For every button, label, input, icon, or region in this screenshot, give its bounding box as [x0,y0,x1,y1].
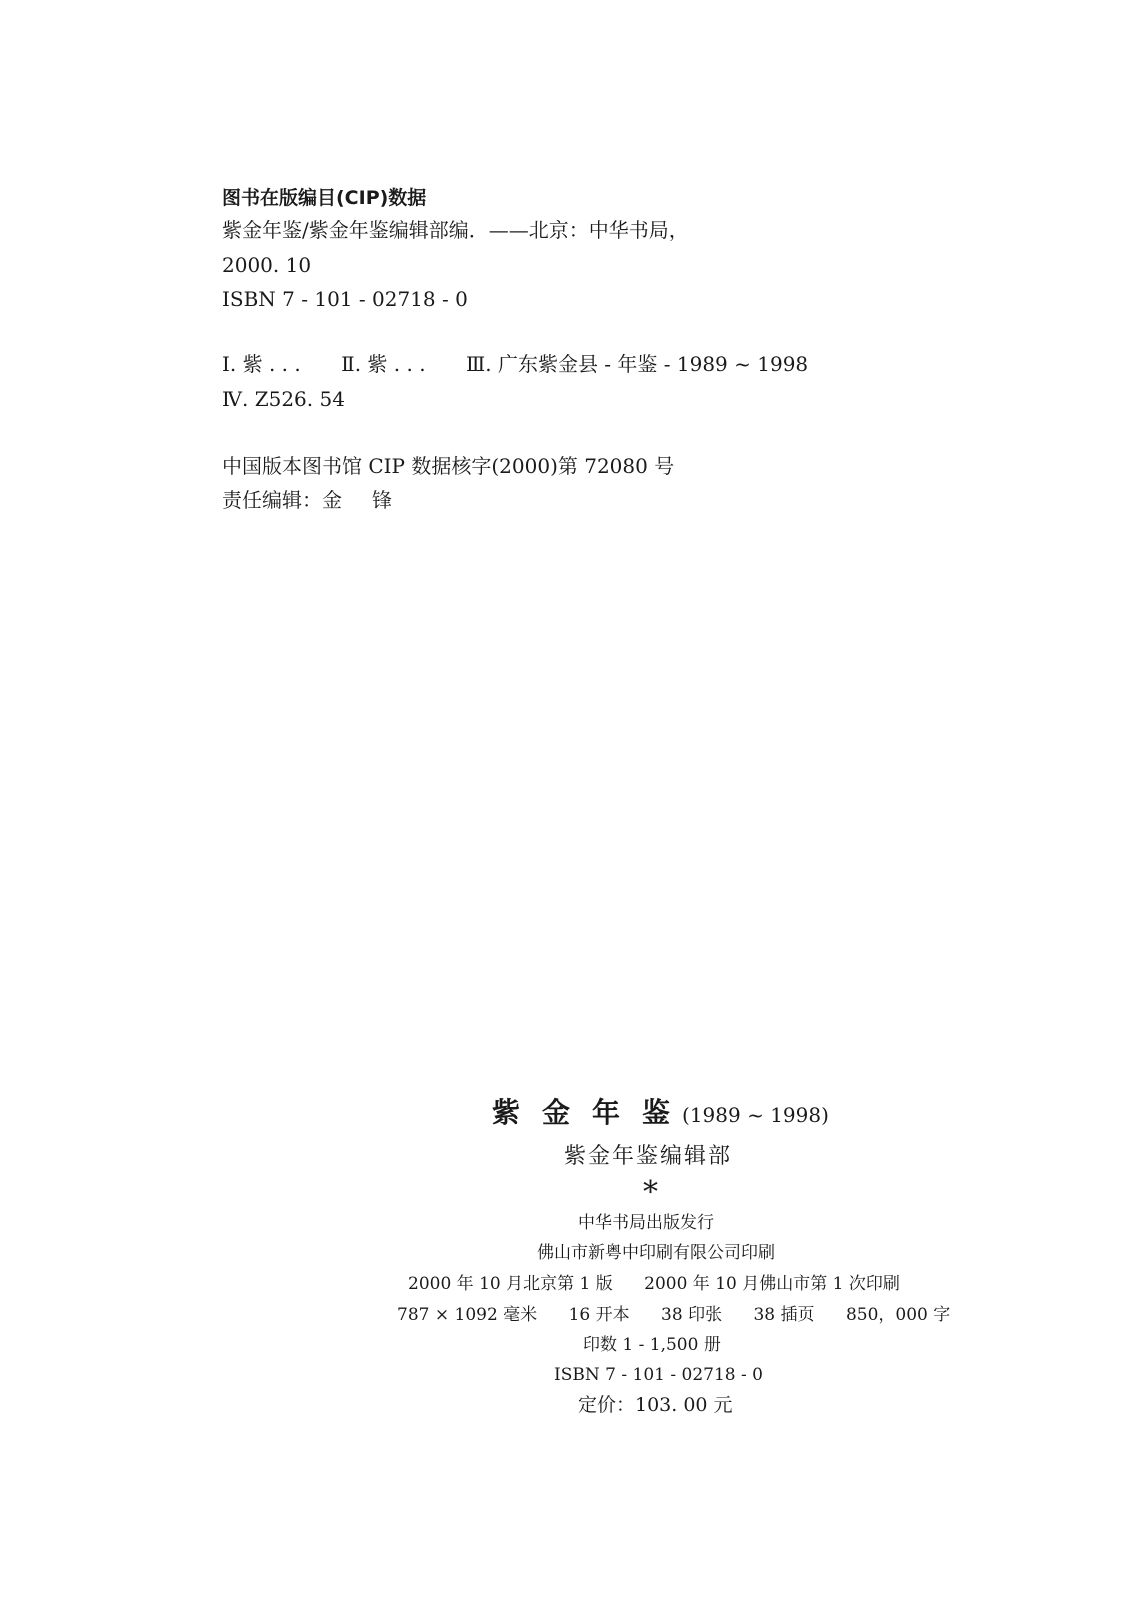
print-run-line: 印数 1 - 1,500 册 [583,1335,721,1355]
edition-info: 2000 年 10 月北京第 1 版 [408,1274,613,1294]
editor-name-first: 金 [322,488,342,512]
classification-part-1: Ⅰ. 紫 . . . [222,352,301,376]
price-line: 定价：103. 00 元 [578,1394,733,1416]
cip-classification-line [222,352,808,376]
book-title-years: (1989 ~ 1998) [682,1103,829,1127]
spec-words: 850，000 字 [845,1305,951,1325]
cip-isbn-line: ISBN 7 - 101 - 02718 - 0 [222,287,468,311]
classification-part-4: Ⅳ. Z526. 54 [222,387,345,411]
cip-number-line: 中国版本图书馆 CIP 数据核字(2000)第 72080 号 [222,454,675,478]
editorial-board: 紫金年鉴编辑部 [564,1144,733,1169]
spec-format: 16 开本 [568,1305,630,1325]
printing-info: 2000 年 10 月佛山市第 1 次印刷 [644,1274,900,1294]
book-title-line [492,1096,829,1129]
editor-label: 责任编辑： [222,488,322,512]
spec-plates: 38 插页 [753,1305,815,1325]
separator-star: * [643,1175,658,1210]
spec-sheets: 38 印张 [661,1305,723,1325]
cip-title-line: 紫金年鉴/紫金年鉴编辑部编．——北京：中华书局， [222,218,689,242]
printer-line: 佛山市新粤中印刷有限公司印刷 [537,1243,775,1263]
cip-date-line: 2000. 10 [222,253,312,277]
publisher-line: 中华书局出版发行 [578,1213,714,1233]
cip-heading: 图书在版编目(CIP)数据 [222,187,427,209]
editor-name-second: 锋 [372,488,392,512]
colophon-isbn: ISBN 7 - 101 - 02718 - 0 [554,1365,763,1385]
spec-size: 787 × 1092 毫米 [397,1305,538,1325]
specs-line [397,1304,950,1326]
book-title: 紫金年鉴 [492,1096,693,1129]
classification-part-2: Ⅱ. 紫 . . . [341,352,426,376]
editor-line [222,488,392,512]
classification-part-3: Ⅲ. 广东紫金县 - 年鉴 - 1989 ~ 1998 [465,352,809,376]
edition-printing-line [408,1273,900,1295]
